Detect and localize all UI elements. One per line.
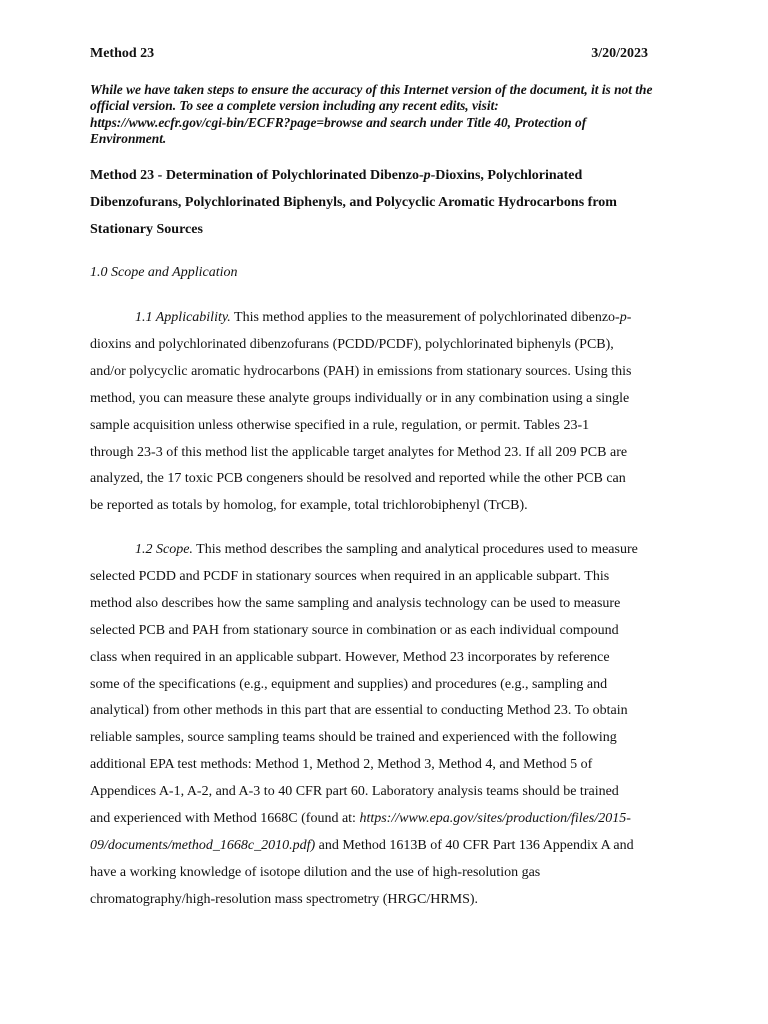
notice-line: official version. To see a complete version including any recent edits, visit: [90,98,499,114]
paragraph-line: and experienced with Method 1668C (found at: https://www.epa.gov/sites/production/files/2015- [90,811,631,827]
notice-line: While we have taken steps to ensure the accuracy of this Internet version of the document, it is not the [90,82,653,97]
paragraph-line: chromatography/high-resolution mass spectrometry (HRGC/HRMS). [90,891,479,907]
header-date: 3/20/2023 [591,46,648,61]
epa-url-link: https://www.epa.gov/sites/production/files/2015- [359,811,631,827]
paragraph-line: 09/documents/method_1668c_2010.pdf) and Method 1613B of 40 CFR Part 136 Appendix A and [90,837,634,853]
paragraph-line: class when required in an applicable subpart. However, Method 23 incorporates by reference [90,649,610,665]
paragraph-line: 1.1 Applicability. This method applies to the measurement of polychlorinated dibenzo-p- [135,310,632,325]
header-method: Method 23 [90,46,155,61]
paragraph-label: 1.1 Applicability. [135,310,231,325]
epa-url-link-continued: 09/documents/method_1668c_2010.pdf) [90,837,316,853]
paragraph-line: method also describes how the same sampling and analysis technology can be used to measure [90,595,621,611]
paragraph-line: selected PCB and PAH from stationary source in combination or as each individual compound [90,622,619,638]
paragraph-line: Appendices A-1, A-2, and A-3 to 40 CFR part 60. Laboratory analysis teams should be trained [90,784,619,800]
paragraph-line: additional EPA test methods: Method 1, Method 2, Method 3, Method 4, and Method 5 of [90,757,593,773]
paragraph-scope [90,537,690,914]
page-header [90,46,648,62]
paragraph-line: selected PCDD and PCDF in stationary sources when required in an applicable subpart. This [90,568,610,584]
paragraph-label: 1.2 Scope. [135,542,193,557]
paragraph-applicability [90,305,690,520]
notice-line: https://www.ecfr.gov/cgi-bin/ECFR?page=browse and search under Title 40, Protection of [90,114,587,130]
paragraph-line: through 23-3 of this method list the applicable target analytes for Method 23. If all 209 PCB are [90,444,628,460]
paragraph-line: and/or polycyclic aromatic hydrocarbons (PAH) in emissions from stationary sources. Using this [90,363,632,379]
paragraph-line: reliable samples, source sampling teams should be trained and experienced with the following [90,730,617,746]
paragraph-line: some of the specifications (e.g., equipment and supplies) and procedures (e.g., sampling and [90,676,608,692]
paragraph-line: sample acquisition unless otherwise specified in a rule, regulation, or permit. Tables 23-1 [90,417,590,433]
title-line: Dibenzofurans, Polychlorinated Biphenyls, and Polycyclic Aromatic Hydrocarbons from [90,195,617,210]
section-heading: 1.0 Scope and Application [90,265,238,280]
document-title [90,162,680,243]
paragraph-line: be reported as totals by homolog, for example, total trichlorobiphenyl (TrCB). [90,498,528,514]
title-line: Method 23 - Determination of Polychlorinated Dibenzo-p-Dioxins, Polychlorinated [90,168,583,183]
paragraph-line: analyzed, the 17 toxic PCB congeners should be resolved and reported while the other PCB can [90,471,626,487]
title-line: Stationary Sources [90,222,203,237]
notice-line: Environment. [90,130,167,146]
paragraph-line: method, you can measure these analyte groups individually or in any combination using a single [90,390,630,406]
paragraph-line: analytical) from other methods in this part that are essential to conducting Method 23. To obtain [90,703,628,719]
disclaimer-notice [90,82,680,147]
paragraph-line: 1.2 Scope. This method describes the sampling and analytical procedures used to measure [135,542,638,557]
paragraph-line: have a working knowledge of isotope dilution and the use of high-resolution gas [90,864,541,880]
paragraph-line: dioxins and polychlorinated dibenzofurans (PCDD/PCDF), polychlorinated biphenyls (PCB), [90,336,614,352]
